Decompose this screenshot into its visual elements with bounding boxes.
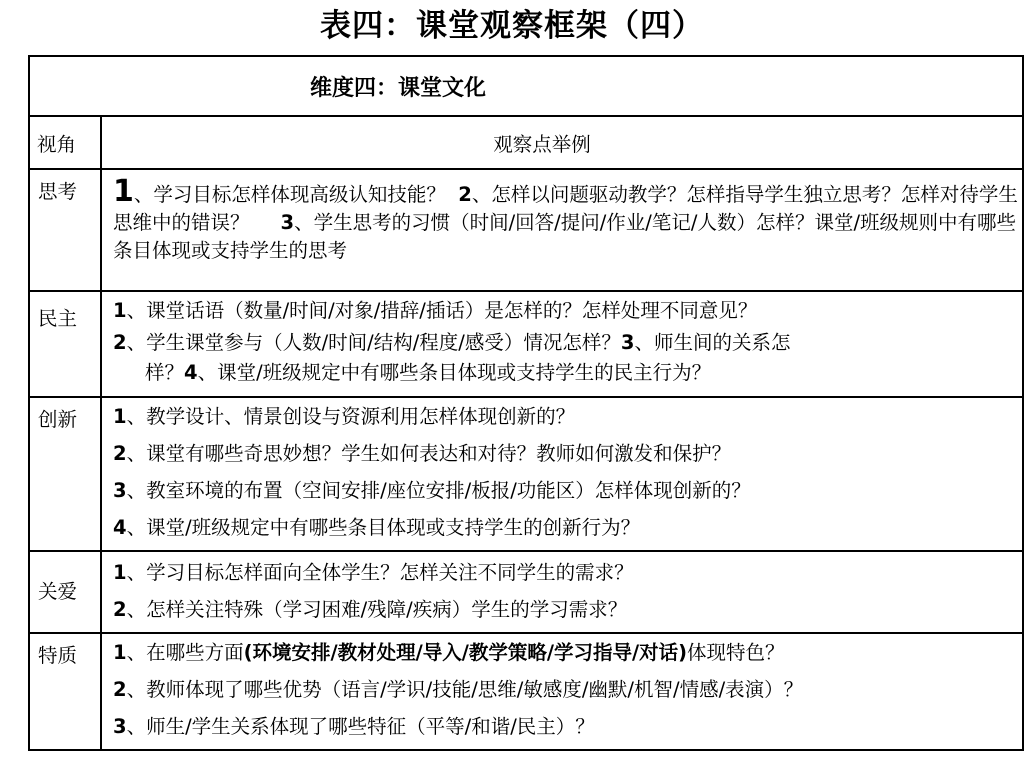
aspect-character: 特质 [29, 633, 101, 750]
item-text: 、课堂/班级规定中有哪些条目体现或支持学生的民主行为？ [197, 361, 712, 384]
list-item [113, 554, 1018, 591]
item-number: 2 [113, 442, 127, 465]
item-number: 1 [113, 299, 127, 322]
table-row-thinking [29, 169, 1023, 291]
page-title: 表四：课堂观察框架（四） [320, 8, 704, 44]
item-text: 、怎样关注特殊（学习困难/残障/疾病）学生的学习需求？ [126, 598, 628, 621]
points-column-header: 观察点举例 [101, 116, 1023, 169]
list-item [113, 398, 1018, 435]
table-row-character [29, 633, 1023, 750]
item-number: 2 [113, 331, 127, 354]
aspect-democracy-label: 民主 [38, 307, 78, 330]
list-item [113, 708, 1018, 745]
item-text: 、教室环境的布置（空间安排/座位安排/板报/功能区）怎样体现创新的？ [126, 479, 751, 502]
item-text: 样？ [145, 361, 185, 384]
item-number: 3 [620, 331, 635, 354]
item-number: 2 [113, 678, 127, 701]
item-text: 、学习目标怎样体现高级认知技能？ [133, 183, 446, 206]
item-text: 、教师体现了哪些优势（语言/学识/技能/思维/敏感度/幽默/机智/情感/表演）？ [126, 678, 804, 701]
aspect-column-header: 视角 [29, 116, 101, 169]
table-row-care [29, 551, 1023, 633]
item-text: 、教学设计、情景创设与资源利用怎样体现创新的？ [126, 405, 576, 428]
aspect-thinking: 思考 [29, 169, 101, 291]
header-row [29, 116, 1023, 169]
thinking-paragraph [113, 176, 1018, 265]
item-number: 1 [113, 641, 127, 664]
dimension-heading: 维度四：课堂文化 [29, 56, 1023, 116]
item-number: 4 [184, 361, 198, 384]
points-care [101, 551, 1023, 633]
item-number: 3 [113, 715, 127, 738]
item-text: 体现特色？ [687, 641, 785, 664]
item-text: 、师生/学生关系体现了哪些特征（平等/和谐/民主）？ [126, 715, 595, 738]
table-row-democracy [29, 291, 1023, 397]
list-item [113, 328, 1018, 358]
points-character [101, 633, 1023, 750]
item-text: 、在哪些方面 [126, 641, 244, 664]
item-text: 、学生思考的习惯（时间/回答/提问/作业/笔记/人数）怎样？课堂/班级规则中有哪些条目体现或支持学生的思考 [113, 211, 1017, 262]
item-text: 、学生课堂参与（人数/时间/结构/程度/感受）情况怎样？ [126, 331, 621, 354]
table-row-innovation [29, 397, 1023, 551]
item-number: 1 [113, 174, 134, 209]
list-item [113, 509, 1018, 546]
list-item [113, 294, 1018, 328]
aspect-care: 关爱 [29, 551, 101, 633]
item-text: 、课堂有哪些奇思妙想？学生如何表达和对待？教师如何激发和保护？ [126, 442, 732, 465]
aspect-democracy [29, 291, 101, 397]
item-number: 2 [458, 183, 472, 206]
list-item [113, 472, 1018, 509]
item-number: 1 [113, 561, 127, 584]
aspect-innovation: 创新 [29, 397, 101, 551]
points-thinking [101, 169, 1023, 291]
item-text-bold: (环境安排/教材处理/导入/教学策略/学习指导/对话) [243, 641, 688, 664]
item-number: 3 [113, 479, 127, 502]
list-item [113, 358, 1018, 388]
item-text: 、师生间的关系怎 [634, 331, 791, 354]
item-number: 2 [113, 598, 127, 621]
item-text: 、课堂/班级规定中有哪些条目体现或支持学生的创新行为？ [126, 516, 641, 539]
item-number: 4 [113, 516, 127, 539]
observation-framework-table [28, 55, 1024, 751]
dimension-row [29, 56, 1023, 116]
list-item [113, 435, 1018, 472]
list-item [113, 591, 1018, 628]
list-item [113, 634, 1018, 671]
points-democracy [101, 291, 1023, 397]
points-innovation [101, 397, 1023, 551]
item-number: 3 [280, 211, 295, 234]
item-number: 1 [113, 405, 127, 428]
item-text: 、课堂话语（数量/时间/对象/措辞/插话）是怎样的？怎样处理不同意见？ [126, 299, 758, 322]
item-text: 、学习目标怎样面向全体学生？怎样关注不同学生的需求？ [126, 561, 634, 584]
list-item [113, 671, 1018, 708]
item-text: 、怎样以问题驱动教学？怎样指导学生独立思考？怎样对待学生思维中的错误？ [113, 183, 1018, 234]
